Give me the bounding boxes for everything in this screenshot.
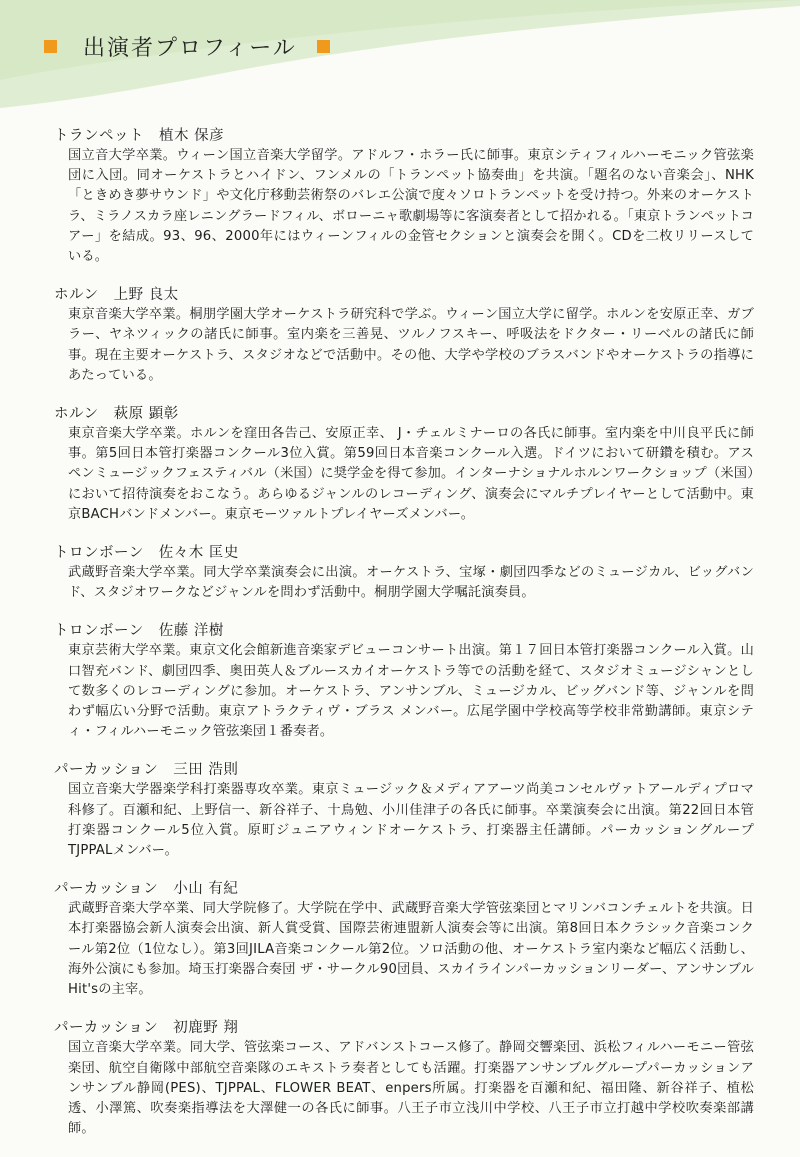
instrument: パーカッション [54, 881, 159, 898]
bullet-square-icon [317, 40, 330, 53]
profile-name-line [54, 879, 754, 899]
profile-name-line [54, 285, 754, 305]
profile-bio: 武蔵野音楽大学卒業。同大学卒業演奏会に出演。オーケストラ、宝塚・劇団四季などのミュージカル、ビッグバンド、スタジオワークなどジャンルを問わず活動中。桐朋学園大学嘱託演奏員。 [68, 565, 754, 601]
instrument: トロンボーン [54, 545, 144, 562]
instrument: トランペット [54, 128, 144, 144]
profile-name-line [54, 621, 754, 641]
performer-name: 佐藤 洋樹 [158, 623, 224, 640]
profile-bio: 武蔵野音楽大学卒業、同大学院修了。大学院在学中、武蔵野音楽大学管弦楽団とマリンバコンチェルトを共演。日本打楽器協会新人演奏会出演、新人賞受賞、国際芸術連盟新人演奏会等に出演。第8回日本クラシック音楽コンクール第2位（1位なし）。第3回JILA音楽コンクール第2位。ソロ活動の他、オーケストラ室内楽など幅広く活動し、海外公演にも参加。埼玉打楽器合奏団 ザ・サークル90団員、スカイラインパーカッションリーダー、アンサンブルHit'sの主宰。 [68, 901, 754, 998]
profile-entry [54, 126, 754, 267]
instrument: ホルン [54, 406, 99, 423]
profile-entry [54, 543, 754, 603]
profile-bio: 国立音楽大学器楽学科打楽器専攻卒業。東京ミュージック＆メディアアーツ尚美コンセルヴァトアールディプロマ科修了。百瀬和紀、上野信一、新谷祥子、十鳥勉、小川佳津子の各氏に師事。卒業演奏会に出演。第22回日本管打楽器コンクール5位入賞。原町ジュニアウィンドオーケストラ、打楽器主任講師。パーカッショングループ TJPPALメンバー。 [68, 782, 754, 859]
instrument: パーカッション [54, 1020, 159, 1037]
profile-bio: 東京音楽大学卒業。桐朋学園大学オーケストラ研究科で学ぶ。ウィーン国立大学に留学。ホルンを安原正幸、ガブラー、ヤネツィックの諸氏に師事。室内楽を三善晃、ツルノフスキー、呼吸法をドクター・リーベルの諸氏に師事。現在主要オーケストラ、スタジオなどで活動中。その他、大学や学校のブラスバンドやオーケストラの指導にあたっている。 [68, 307, 754, 383]
profile-name-line [54, 1018, 754, 1038]
profile-name-line [54, 404, 754, 424]
bullet-square-icon [44, 40, 57, 53]
profile-entry [54, 1018, 754, 1139]
profile-bio: 国立音大学卒業。ウィーン国立音楽大学留学。アドルフ・ホラー氏に師事。東京シティフィルハーモニック管弦楽団に入団。同オーケストラとハイドン、フンメルの「トランペット協奏曲」を共演。「題名のない音楽会」、NHK「ときめき夢サウンド」や文化庁移動芸術祭のバレエ公演で度々ソロトランペットを受け持つ。外来のオーケストラ、ミラノスカラ座レニングラードフィル、ボローニャ歌劇場等に客演奏者として招かれる。「東京トランペットコアー」を結成。93、96、2000年にはウィーンフィルの金管セクションと演奏会を開く。CDを二枚リリースしている。 [68, 148, 754, 265]
profile-bio: 東京芸術大学卒業。東京文化会館新進音楽家デビューコンサート出演。第１７回日本管打楽器コンクール入賞。山口智充バンド、劇団四季、奥田英人＆ブルースカイオーケストラ等での活動を経て、スタジオミュージシャンとして数多くのレコーディングに参加。オーケストラ、アンサンブル、ミュージカル、ビッグバンド等、ジャンルを問わず幅広い分野で活動。東京アトラクティヴ・ブラス メンバー。広尾学園中学校高等学校非常勤講師。東京シティ・フィルハーモニック管弦楽団１番奏者。 [68, 643, 754, 740]
performer-name: 初鹿野 翔 [173, 1020, 239, 1037]
performer-name: 萩原 顕彰 [113, 406, 179, 423]
performer-name: 小山 有紀 [173, 881, 239, 898]
profile-name-line [54, 760, 754, 780]
performer-name: 三田 浩則 [173, 762, 239, 779]
profile-entry [54, 760, 754, 861]
instrument: パーカッション [54, 762, 159, 779]
profile-entry [54, 404, 754, 525]
profile-name-line [54, 126, 754, 146]
profile-entry [54, 285, 754, 386]
page-title: 出演者プロフィール [83, 35, 297, 61]
profile-bio: 国立音楽大学卒業。同大学、管弦楽コース、アドバンストコース修了。静岡交響楽団、浜松フィルハーモニー管弦楽団、航空自衛隊中部航空音楽隊のエキストラ奏者としても活躍。打楽器アンサンブルグループパーカッションアンサンブル静岡(PES)、TJPPAL、FLOWER BEAT、enpers所属。打楽器を百瀬和紀、福田隆、新谷祥子、植松透、小澤篤、吹奏楽指導法を大澤健一の各氏に師事。八王子市立浅川中学校、八王子市立打越中学校吹奏楽部講師。 [68, 1040, 754, 1137]
profile-entry [54, 879, 754, 1000]
profile-entry [54, 621, 754, 742]
profile-bio: 東京音楽大学卒業。ホルンを窪田各告己、安原正幸、 J・チェルミナーロの各氏に師事。室内楽を中川良平氏に師事。第5回日本管打楽器コンクール3位入賞。第59回日本音楽コンクール入選。ドイツにおいて研鑽を積む。アスペンミュージックフェスティバル（米国）に奨学金を得て参加。インターナショナルホルンワークショップ（米国）において招待演奏をおこなう。あらゆるジャンルのレコーディング、演奏会にマルチプレイヤーとして活動中。東京BACHバンドメンバー。東京モーツァルトプレイヤーズメンバー。 [68, 426, 754, 522]
section-header [44, 28, 330, 64]
instrument: ホルン [54, 287, 99, 304]
instrument: トロンボーン [54, 623, 144, 640]
performer-name: 植木 保彦 [159, 128, 225, 144]
profile-list [54, 126, 754, 1157]
performer-name: 佐々木 匡史 [158, 545, 239, 562]
performer-name: 上野 良太 [113, 287, 179, 304]
profile-name-line [54, 543, 754, 563]
